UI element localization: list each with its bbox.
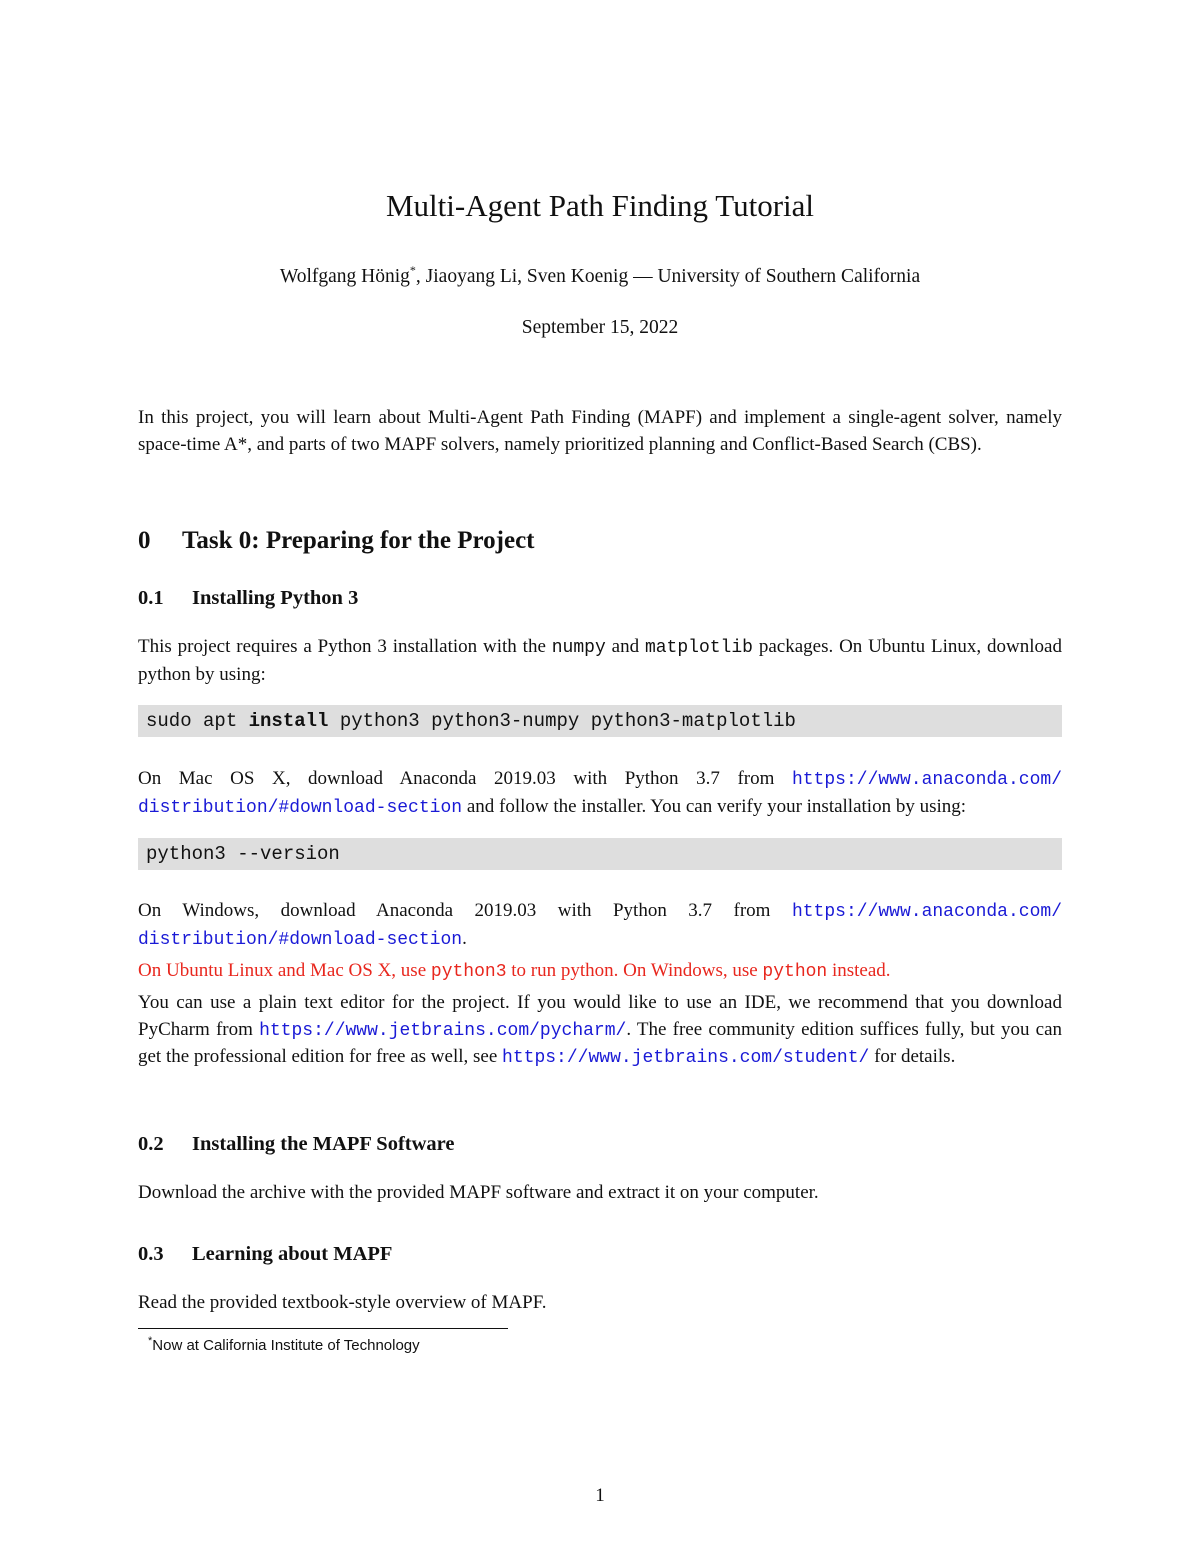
paragraph-macos — [138, 766, 1062, 821]
subsection-title: Installing the MAPF Software — [192, 1133, 455, 1155]
text-run: . — [462, 927, 467, 949]
code-block-apt-install — [138, 705, 1062, 737]
jetbrains-student-link[interactable]: https://www.jetbrains.com/student/ — [502, 1048, 870, 1068]
subsection-number: 0.1 — [138, 587, 164, 609]
text-run: to run python. On Windows, use — [506, 960, 763, 981]
inline-code: numpy — [551, 638, 606, 658]
paragraph-ide — [138, 990, 1062, 1072]
first-author: Wolfgang Hönig — [279, 266, 410, 287]
text-run: On Mac OS X, download Anaconda 2019.03 with Python 3.7 from — [138, 768, 792, 789]
warning-note — [138, 958, 1062, 986]
subsection-number: 0.2 — [138, 1133, 164, 1155]
link-text: distribution/#download-section — [138, 797, 463, 818]
paragraph-learning: Read the provided textbook-style overview of MAPF. — [138, 1292, 547, 1313]
paragraph-software: Download the archive with the provided MAPF software and extract it on your computer. — [138, 1182, 819, 1203]
code-keyword: install — [248, 710, 329, 732]
footnote-rule — [138, 1328, 508, 1329]
text-run: . The free community edition suffices fully, but you can get the professional edition for free as well, see — [138, 1018, 1063, 1067]
inline-code: python3 — [430, 962, 507, 982]
other-authors: , Jiaoyang Li, Sven Koenig — University of Southern California — [415, 266, 921, 287]
subsection-title: Learning about MAPF — [192, 1243, 393, 1265]
paper-title: Multi-Agent Path Finding Tutorial — [385, 188, 815, 223]
paragraph-windows — [138, 898, 1062, 953]
page-number: 1 — [595, 1485, 605, 1506]
text-run: and follow the installer. You can verify your installation by using: — [462, 795, 967, 817]
subsection-heading-0-2 — [138, 1133, 455, 1156]
text-run: You can use a plain text editor for the project. If you would like to use an IDE, we recommend that you download PyCharm from — [138, 992, 1062, 1040]
footnote-mark: * — [148, 1335, 153, 1347]
footnote — [138, 1335, 420, 1354]
link-text: distribution/#download-section — [138, 929, 463, 950]
subsection-number: 0.3 — [138, 1243, 164, 1265]
link-text: https://www.anaconda.com/ — [791, 770, 1062, 790]
subsection-title: Installing Python 3 — [192, 587, 359, 609]
text-run: instead. — [827, 960, 891, 981]
code-block-version: python3 --version — [138, 838, 1062, 870]
text-run: for details. — [869, 1046, 956, 1067]
subsection-heading-0-1 — [138, 587, 358, 610]
pycharm-link[interactable]: https://www.jetbrains.com/pycharm/ — [259, 1020, 627, 1041]
text-run: packages. On Ubuntu Linux, download python by using: — [138, 636, 1062, 685]
author-line — [138, 263, 1062, 288]
text-run: This project requires a Python 3 installation with the — [138, 636, 552, 657]
footnote-text: Now at California Institute of Technology — [152, 1337, 420, 1354]
paragraph-requirements — [138, 634, 1062, 688]
inline-code: matplotlib — [644, 638, 753, 658]
code-text: sudo apt — [146, 710, 249, 732]
code-text: python3 python3-numpy python3-matplotlib — [328, 710, 796, 732]
section-number: 0 — [138, 527, 151, 554]
section-title: Task 0: Preparing for the Project — [182, 527, 535, 554]
inline-code: python — [762, 962, 828, 982]
section-heading — [138, 527, 535, 555]
subsection-heading-0-3 — [138, 1243, 392, 1266]
text-run: On Windows, download Anaconda 2019.03 with Python 3.7 from — [138, 900, 792, 921]
text-run: and — [605, 636, 645, 657]
text-run: On Ubuntu Linux and Mac OS X, use — [138, 960, 431, 981]
link-text: https://www.anaconda.com/ — [791, 902, 1062, 922]
paper-date: September 15, 2022 — [521, 317, 679, 338]
abstract: In this project, you will learn about Multi-Agent Path Finding (MAPF) and implement a single-agent solver, namely space-time A*, and parts of two MAPF solvers, namely prioritized planning and Conflict-Based Search (CBS). — [138, 407, 1062, 455]
footnote-mark: * — [409, 263, 416, 277]
